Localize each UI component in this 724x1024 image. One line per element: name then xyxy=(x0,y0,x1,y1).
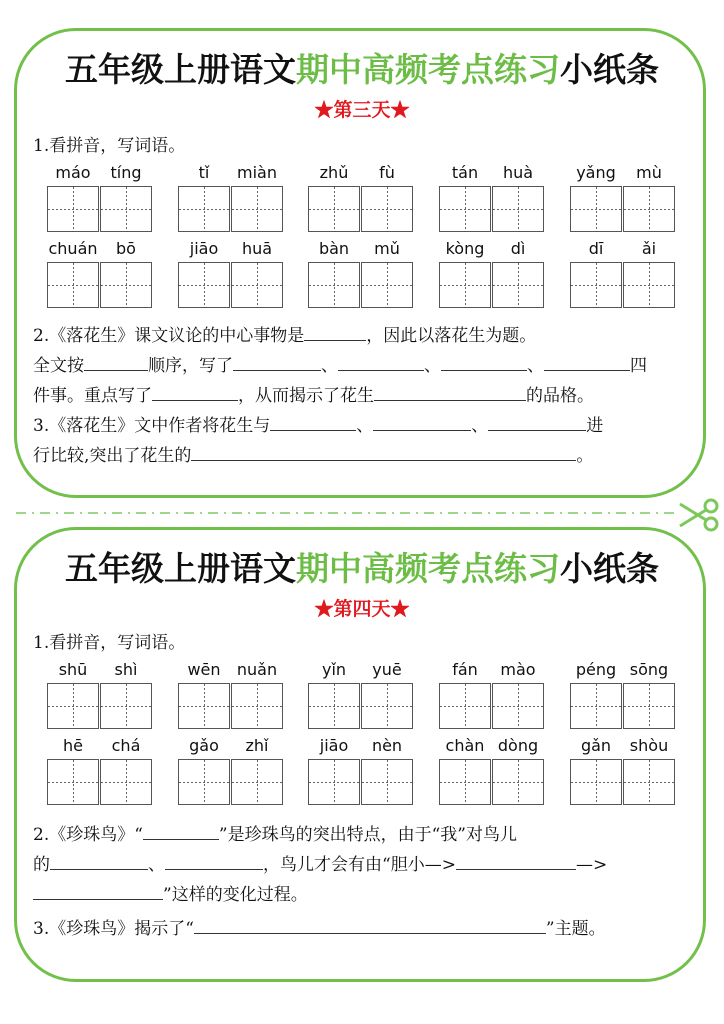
character-writing-box[interactable] xyxy=(570,262,622,308)
pinyin-label: nuǎn xyxy=(236,660,278,679)
answer-blank[interactable] xyxy=(194,915,546,934)
question-3-line-1 xyxy=(33,412,603,437)
text: 2.《珍珠鸟》“ xyxy=(33,825,143,845)
text: ，鸟儿才会有由“胆小—> xyxy=(263,855,456,875)
pinyin-label: bō xyxy=(116,239,136,258)
text: 进 xyxy=(586,416,604,436)
character-writing-box[interactable] xyxy=(623,262,675,308)
character-writing-box[interactable] xyxy=(178,759,230,805)
pinyin-label: dī xyxy=(588,239,604,258)
character-writing-box[interactable] xyxy=(439,262,491,308)
text: ”这样的变化过程。 xyxy=(163,885,308,905)
pinyin-label: chuán xyxy=(48,239,98,258)
character-writing-box[interactable] xyxy=(623,683,675,729)
pinyin-label: fù xyxy=(379,163,395,182)
character-writing-box[interactable] xyxy=(570,759,622,805)
title-part-note: 小纸条 xyxy=(560,50,659,89)
pinyin-label: dì xyxy=(510,239,526,258)
pinyin-label: máo xyxy=(55,163,91,182)
pinyin-label: huā xyxy=(241,239,273,258)
pinyin-label: gǎo xyxy=(189,736,219,755)
answer-blank[interactable] xyxy=(441,352,527,371)
pinyin-label: huà xyxy=(502,163,534,182)
character-writing-box[interactable] xyxy=(308,759,360,805)
character-writing-box[interactable] xyxy=(308,262,360,308)
text: 、 xyxy=(356,416,374,436)
character-writing-box[interactable] xyxy=(361,186,413,232)
question-2-line-1 xyxy=(33,821,517,846)
answer-blank[interactable] xyxy=(544,352,630,371)
pinyin-label: shòu xyxy=(629,736,669,755)
pinyin-label: gǎn xyxy=(580,736,612,755)
text: 3.《珍珠鸟》揭示了“ xyxy=(33,919,194,939)
answer-blank[interactable] xyxy=(143,821,219,840)
pinyin-label: chá xyxy=(111,736,141,755)
pinyin-label: shū xyxy=(58,660,88,679)
character-writing-box[interactable] xyxy=(570,186,622,232)
character-writing-box[interactable] xyxy=(47,759,99,805)
character-writing-box[interactable] xyxy=(231,186,283,232)
text: ，因此以落花生为题。 xyxy=(366,326,537,346)
text: 、 xyxy=(321,356,338,376)
answer-blank[interactable] xyxy=(50,851,148,870)
character-writing-box[interactable] xyxy=(231,262,283,308)
character-writing-box[interactable] xyxy=(100,262,152,308)
pinyin-label: jiāo xyxy=(189,239,219,258)
pinyin-label: chàn xyxy=(445,736,485,755)
scissors-icon xyxy=(676,498,720,532)
answer-blank[interactable] xyxy=(233,352,321,371)
pinyin-label: ǎi xyxy=(641,239,657,258)
character-writing-box[interactable] xyxy=(100,683,152,729)
title-part-highlight: 期中高频考点练习 xyxy=(296,549,560,588)
character-writing-box[interactable] xyxy=(492,186,544,232)
character-writing-box[interactable] xyxy=(623,759,675,805)
text: 。 xyxy=(576,446,594,466)
text: 行比较,突出了花生的 xyxy=(33,446,192,466)
title-part-grade: 五年级上册语文 xyxy=(65,50,296,89)
answer-blank[interactable] xyxy=(84,352,148,371)
pinyin-label: tán xyxy=(451,163,479,182)
day-label: ★第四天★ xyxy=(314,598,410,620)
pinyin-label: zhǐ xyxy=(245,736,269,755)
character-writing-box[interactable] xyxy=(47,683,99,729)
answer-blank[interactable] xyxy=(33,881,163,900)
pinyin-label: bàn xyxy=(318,239,350,258)
pinyin-label: shì xyxy=(114,660,138,679)
card2-title xyxy=(0,543,724,590)
answer-blank[interactable] xyxy=(270,412,356,431)
question-2-line-1 xyxy=(33,322,536,347)
text: 2.《落花生》课文议论的中心事物是 xyxy=(33,326,305,346)
answer-blank[interactable] xyxy=(304,322,366,341)
title-part-highlight: 期中高频考点练习 xyxy=(296,50,560,89)
pinyin-label: nèn xyxy=(371,736,403,755)
character-writing-box[interactable] xyxy=(231,683,283,729)
answer-blank[interactable] xyxy=(165,851,263,870)
title-part-note: 小纸条 xyxy=(560,549,659,588)
pinyin-label: hē xyxy=(63,736,83,755)
pinyin-label: péng xyxy=(575,660,617,679)
answer-blank[interactable] xyxy=(191,442,576,461)
title-part-grade: 五年级上册语文 xyxy=(65,549,296,588)
character-writing-box[interactable] xyxy=(361,759,413,805)
text: 的 xyxy=(33,855,50,875)
character-writing-box[interactable] xyxy=(361,683,413,729)
answer-blank[interactable] xyxy=(488,412,586,431)
character-writing-box[interactable] xyxy=(570,683,622,729)
text: 四 xyxy=(630,356,647,376)
text: ”主题。 xyxy=(545,919,606,939)
pinyin-label: jiāo xyxy=(319,736,349,755)
pinyin-label: mào xyxy=(500,660,536,679)
answer-blank[interactable] xyxy=(338,352,424,371)
pinyin-label: zhǔ xyxy=(319,163,349,182)
text: ”是珍珠鸟的突出特点，由于“我”对鸟儿 xyxy=(218,825,517,845)
text: 、 xyxy=(527,356,544,376)
character-writing-box[interactable] xyxy=(47,262,99,308)
pinyin-label: yǐn xyxy=(321,660,347,679)
character-writing-box[interactable] xyxy=(47,186,99,232)
question-2-line-3 xyxy=(33,382,594,407)
text: ，从而揭示了花生 xyxy=(238,386,374,406)
answer-blank[interactable] xyxy=(152,382,238,401)
pinyin-label: mù xyxy=(636,163,662,182)
card1-title xyxy=(0,44,724,91)
question-2-line-2 xyxy=(33,352,647,377)
character-writing-box[interactable] xyxy=(231,759,283,805)
character-writing-box[interactable] xyxy=(492,759,544,805)
pinyin-label: miàn xyxy=(237,163,277,182)
character-writing-box[interactable] xyxy=(492,683,544,729)
question-1-label: 1.看拼音，写词语。 xyxy=(33,136,186,156)
text: —> xyxy=(575,855,608,875)
text: 的品格。 xyxy=(526,386,594,406)
text: 顺序，写了 xyxy=(148,356,233,376)
question-3-line-1 xyxy=(33,915,606,940)
text: 、 xyxy=(471,416,489,436)
question-3-line-2 xyxy=(33,442,593,467)
answer-blank[interactable] xyxy=(456,851,576,870)
pinyin-label: tíng xyxy=(110,163,142,182)
text: 3.《落花生》文中作者将花生与 xyxy=(33,416,271,436)
character-writing-box[interactable] xyxy=(439,759,491,805)
character-writing-box[interactable] xyxy=(308,683,360,729)
pinyin-label: yǎng xyxy=(576,163,616,182)
cut-line-divider xyxy=(16,512,676,514)
text: 件事。重点写了 xyxy=(33,386,152,406)
pinyin-label: tǐ xyxy=(198,163,210,182)
pinyin-label: yuē xyxy=(372,660,402,679)
question-2-line-3 xyxy=(33,881,308,906)
pinyin-label: sōng xyxy=(629,660,669,679)
pinyin-label: fán xyxy=(452,660,478,679)
text: 、 xyxy=(148,855,165,875)
character-writing-box[interactable] xyxy=(100,186,152,232)
character-writing-box[interactable] xyxy=(439,683,491,729)
character-writing-box[interactable] xyxy=(308,186,360,232)
character-writing-box[interactable] xyxy=(100,759,152,805)
answer-blank[interactable] xyxy=(374,382,526,401)
question-1-label: 1.看拼音，写词语。 xyxy=(33,633,186,653)
pinyin-label: kòng xyxy=(445,239,485,258)
text: 、 xyxy=(424,356,441,376)
answer-blank[interactable] xyxy=(373,412,471,431)
character-writing-box[interactable] xyxy=(492,262,544,308)
character-writing-box[interactable] xyxy=(623,186,675,232)
character-writing-box[interactable] xyxy=(178,186,230,232)
pinyin-label: mǔ xyxy=(374,239,400,258)
day-label: ★第三天★ xyxy=(314,99,410,121)
character-writing-box[interactable] xyxy=(361,262,413,308)
character-writing-box[interactable] xyxy=(178,262,230,308)
character-writing-box[interactable] xyxy=(178,683,230,729)
pinyin-label: wēn xyxy=(187,660,221,679)
text: 全文按 xyxy=(33,356,84,376)
character-writing-box[interactable] xyxy=(439,186,491,232)
question-2-line-2 xyxy=(33,851,607,876)
pinyin-label: dòng xyxy=(497,736,539,755)
